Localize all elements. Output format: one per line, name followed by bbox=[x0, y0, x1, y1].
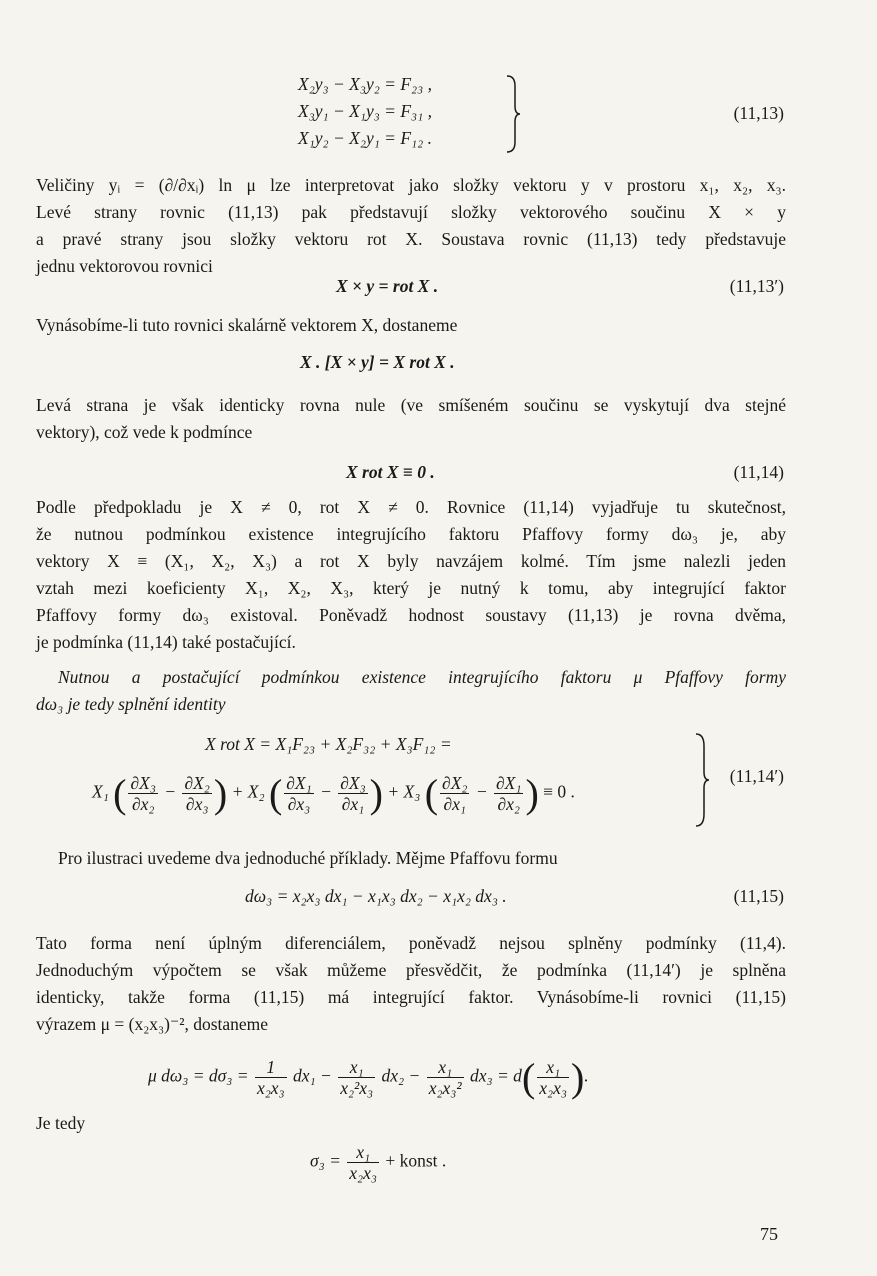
coefficient: + X₂ bbox=[231, 781, 265, 802]
eq-11-13-row3: X₁y₂ − X₂y₁ = F₁₂ . bbox=[298, 128, 432, 148]
eq-11-13-row2: X₃y₁ − X₁y₃ = F₃₁ , bbox=[298, 101, 432, 121]
minus-sign: − bbox=[320, 781, 332, 802]
paragraph-hence bbox=[36, 1110, 786, 1137]
eq-11-13-row1: X₂y₃ − X₃y₂ = F₂₃ , bbox=[298, 74, 432, 94]
text-line: Vynásobíme-li tuto rovnici skalárně vektorem X, dostaneme bbox=[36, 315, 458, 335]
text-line: Levé strany rovnic (11,13) pak představují složky vektorového součinu X × y bbox=[36, 202, 786, 222]
text-line: Levá strana je však identicky rovna nule (ve smíšeném součinu se vyskytují dva stejné bbox=[36, 395, 786, 415]
eq-mu-domega: μ dω₃ = dσ₃ = $\frac{1}{\text{x₂x₃}}$ dx₁ − $\frac{\text{x₁}}{\text{x₂²x₃}}$ dx₂ − $\frac{\text{x₁}}{\text{x₂x₃²}}$ dx₃ = d( $\frac{\text{x₁}}{\text{x₂x₃}}$ ). bbox=[148, 1055, 589, 1100]
text-line: vztah mezi koeficienty X₁, X₂, X₃, který je nutný k tomu, aby integrující faktor bbox=[36, 578, 786, 598]
fraction: $\frac{\text{∂X₁}}{\text{∂x₃}}$ bbox=[286, 773, 312, 814]
paragraph-necessary-condition bbox=[36, 494, 786, 656]
eq-11-13-prime: X × y = rot X . bbox=[336, 276, 439, 296]
text-line: identicky, takže forma (11,15) má integrující faktor. Vynásobíme-li rovnici (11,15) bbox=[36, 987, 786, 1007]
text-line: Jednoduchým výpočtem se však můžeme přesvědčit, že podmínka (11,14′) je splněna bbox=[36, 960, 786, 980]
right-brace-icon bbox=[694, 732, 710, 828]
paragraph-not-exact bbox=[36, 930, 786, 1038]
eq-11-14: X rot X ≡ 0 . bbox=[346, 462, 435, 482]
eq-lhs: σ₃ = bbox=[310, 1150, 341, 1171]
text-line: vektory), což vede k podmínce bbox=[36, 422, 253, 442]
minus-sign: − bbox=[164, 781, 177, 802]
text-line: Tato forma není úplným diferenciálem, poněvadž nejsou splněny podmínky (11,4). bbox=[36, 933, 786, 953]
eq-number-11-13: (11,13) bbox=[733, 103, 784, 123]
text-line: Veličiny yᵢ = (∂/∂xᵢ) ln μ lze interpretovat jako složky vektoru y v prostoru x₁, x₂, x₃. bbox=[36, 175, 786, 195]
eq-number-11-13-prime: (11,13′) bbox=[729, 276, 784, 296]
text-line: Je tedy bbox=[36, 1113, 86, 1133]
text-line: Pfaffovy formy dω₃ existoval. Poněvadž hodnost soustavy (11,13) je rovna dvěma, bbox=[36, 605, 786, 625]
term: dx₃ = d bbox=[470, 1065, 522, 1086]
fraction: $\frac{\text{x₁}}{\text{x₂²x₃}}$ bbox=[340, 1057, 374, 1098]
paragraph-vector-interpretation bbox=[36, 172, 786, 280]
text-line: dω₃ je tedy splnění identity bbox=[36, 694, 226, 714]
fraction: $\frac{\text{x₁}}{\text{x₂x₃}}$ bbox=[539, 1057, 567, 1098]
eq-11-15: dω₃ = x₂x₃ dx₁ − x₁x₃ dx₂ − x₁x₂ dx₃ . bbox=[245, 886, 507, 906]
fraction: $\frac{\text{x₁}}{\text{x₂x₃}}$ bbox=[349, 1142, 377, 1183]
page-number: 75 bbox=[760, 1224, 778, 1244]
eq-number-11-14: (11,14) bbox=[733, 462, 784, 482]
paragraph-left-side-zero bbox=[36, 392, 786, 446]
eq-sigma bbox=[310, 1142, 446, 1183]
eq-mixed-product: X . [X × y] = X rot X . bbox=[300, 352, 455, 372]
term: dx₂ − bbox=[381, 1065, 421, 1086]
text-line: jednu vektorovou rovnici bbox=[36, 256, 213, 276]
eq-11-14-prime-row1: X rot X = X₁F₂₃ + X₂F₃₂ + X₃F₁₂ = bbox=[205, 734, 452, 754]
fraction: $\frac{1}{\text{x₂x₃}}$ bbox=[256, 1057, 285, 1098]
term: dx₁ − bbox=[293, 1065, 332, 1086]
eq-rhs: + konst . bbox=[385, 1150, 447, 1171]
paragraph-scalar-multiply bbox=[36, 312, 786, 339]
text-line: výrazem μ = (x₂x₃)⁻², dostaneme bbox=[36, 1014, 269, 1034]
coefficient: + X₃ bbox=[387, 781, 421, 802]
text-line: Podle předpokladu je X ≠ 0, rot X ≠ 0. Rovnice (11,14) vyjadřuje tu skutečnost, bbox=[36, 497, 786, 517]
text-line: Nutnou a postačující podmínkou existence integrujícího faktoru μ Pfaffovy formy bbox=[58, 667, 786, 687]
right-brace-icon bbox=[505, 74, 521, 154]
fraction: $\frac{\text{∂X₂}}{\text{∂x₁}}$ bbox=[442, 773, 468, 814]
text-line: Pro ilustraci uvedeme dva jednoduché příklady. Mějme Pfaffovu formu bbox=[58, 848, 558, 868]
paragraph-theorem-statement bbox=[36, 664, 786, 718]
text-line: a pravé strany jsou složky vektoru rot X. Soustava rovnic (11,13) tedy představuje bbox=[36, 229, 786, 249]
eq-number-11-15: (11,15) bbox=[733, 886, 784, 906]
identity-zero: ≡ 0 . bbox=[543, 781, 575, 802]
fraction: $\frac{\text{x₁}}{\text{x₂x₃²}}$ bbox=[428, 1057, 462, 1098]
fraction: $\frac{\text{∂X₃}}{\text{∂x₂}}$ bbox=[130, 773, 156, 814]
text-line: vektory X ≡ (X₁, X₂, X₃) a rot X byly navzájem kolmé. Tím jsme nalezli jeden bbox=[36, 551, 786, 571]
period: . bbox=[584, 1065, 589, 1086]
fraction: $\frac{\text{∂X₂}}{\text{∂x₃}}$ bbox=[184, 773, 210, 814]
text-line: že nutnou podmínkou existence integrujícího faktoru Pfaffovy formy dω₃ je, aby bbox=[36, 524, 786, 544]
paragraph-examples-intro bbox=[36, 845, 786, 872]
fraction: $\frac{\text{∂X₃}}{\text{∂x₁}}$ bbox=[340, 773, 366, 814]
minus-sign: − bbox=[475, 781, 488, 802]
eq-number-11-14-prime: (11,14′) bbox=[729, 766, 784, 786]
eq-lhs: μ dω₃ = dσ₃ = bbox=[148, 1065, 249, 1086]
eq-11-14-prime-row2: X₁ ( $\frac{\text{∂X₃}}{\text{∂x₂}}$ − $\frac{\text{∂X₂}}{\text{∂x₃}}$ ) + X₂ ( $\frac{\text{∂X₁}}{\text{∂x₃}}$ − $\frac{\text{∂X₃}}{\text{∂x₁}}$ ) + X₃ ( $\frac{\text{∂X₂}}{\text{∂x₁}}$ − $\frac{\text{∂X₁}}{\text{∂x₂}}$ ) ≡ 0 . bbox=[92, 771, 575, 816]
text-line: je podmínka (11,14) také postačující. bbox=[36, 632, 296, 652]
fraction: $\frac{\text{∂X₁}}{\text{∂x₂}}$ bbox=[496, 773, 522, 814]
coefficient: X₁ bbox=[92, 781, 109, 802]
